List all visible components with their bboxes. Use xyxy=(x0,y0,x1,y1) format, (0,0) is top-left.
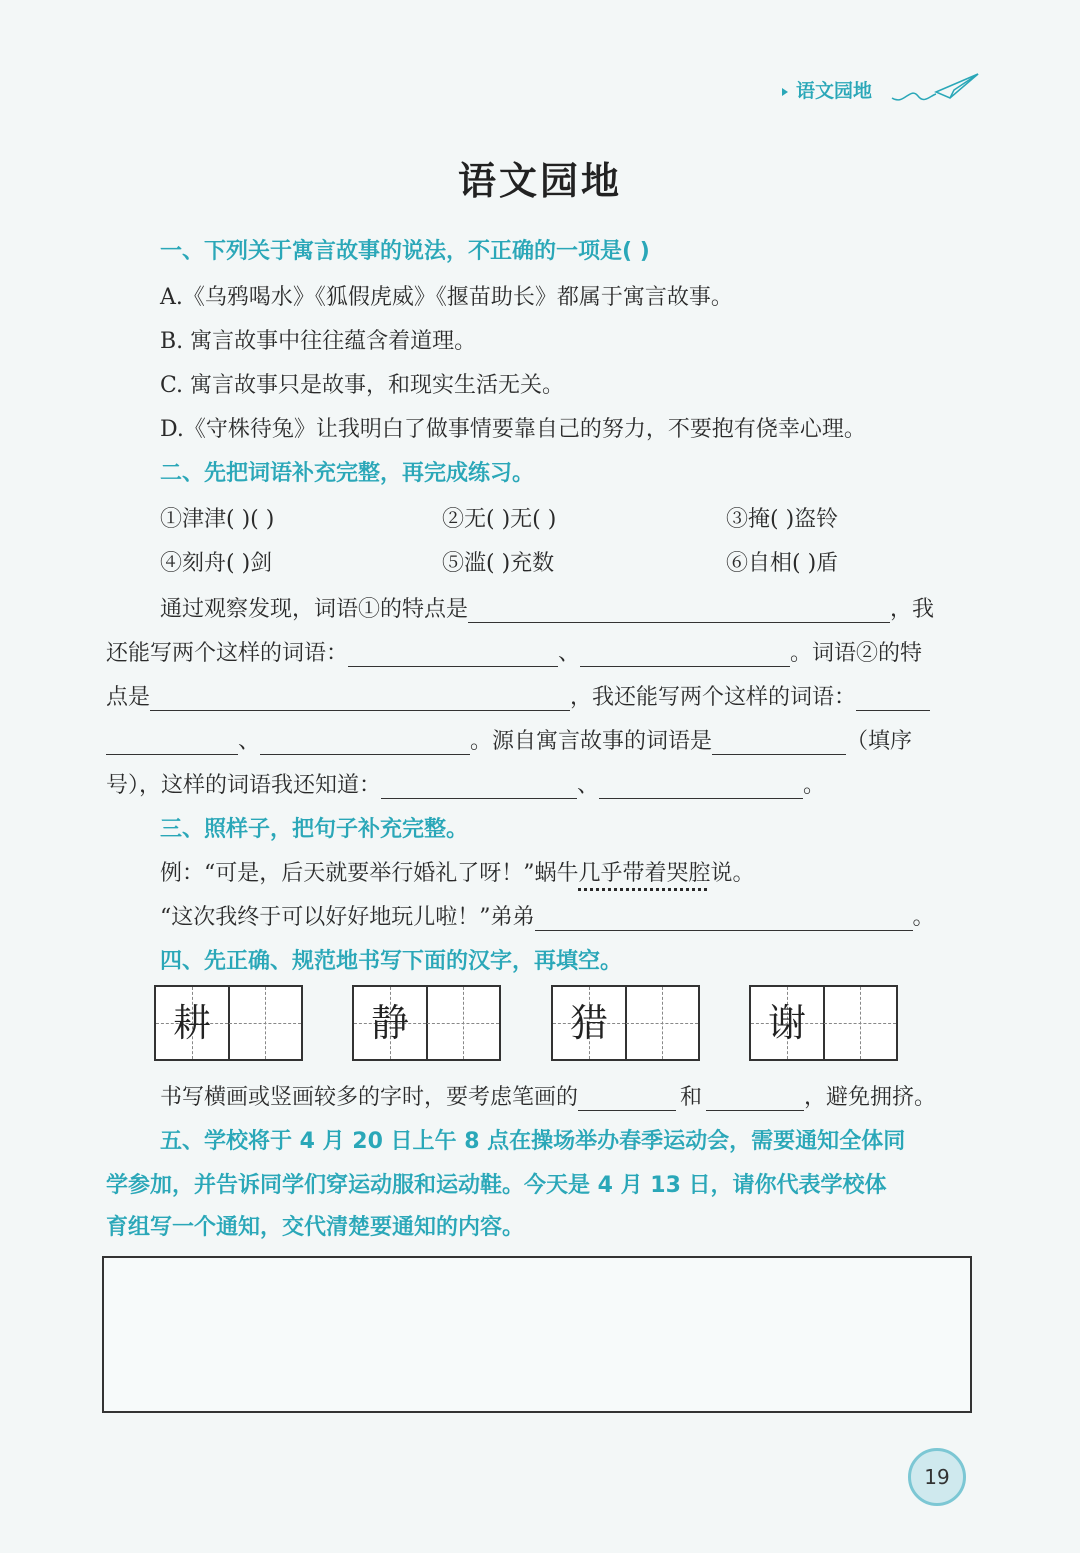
q2-text-1: 通过观察发现，词语①的特点是 xyxy=(160,597,469,622)
header-tag-label: 语文园地 xyxy=(796,80,873,102)
q2-text-8: 、 xyxy=(238,729,261,754)
q2-blank-word-1a[interactable] xyxy=(348,644,558,667)
q3-prompt: 三、照样子，把句子补充完整。 xyxy=(160,817,469,842)
q2-line-2 xyxy=(106,636,922,667)
q3-example-dotted: 几乎带着哭腔 xyxy=(578,861,711,886)
q5-line-2: 学参加，并告诉同学们穿运动服和运动鞋。今天是 4 月 13 日，请你代表学校体 xyxy=(106,1173,887,1198)
header-tag xyxy=(782,76,872,103)
q2-text-10: （填序 xyxy=(846,729,913,754)
q1-option-a: A.《乌鸦喝水》《狐假虎威》《揠苗助长》都属于寓言故事。 xyxy=(160,285,733,310)
grid-cell-write[interactable] xyxy=(824,987,896,1059)
q2-line-5 xyxy=(106,768,825,799)
grid-char: 耕 xyxy=(172,1001,211,1045)
q2-text-5: 。词语②的特 xyxy=(790,641,923,666)
grid-cell-sample xyxy=(156,987,230,1059)
q2-blank-word-2a-start[interactable] xyxy=(856,688,930,711)
q2-word-2: ②无( )无( ) xyxy=(442,507,557,532)
q2-word-6: ⑥自相( )盾 xyxy=(726,551,839,576)
q2-text-6: 点是 xyxy=(106,685,151,710)
q4-blank-b[interactable] xyxy=(706,1088,804,1111)
q2-line-3 xyxy=(106,680,930,711)
grid-cell-sample xyxy=(354,987,428,1059)
q4-text-3: ，避免拥挤。 xyxy=(804,1085,937,1110)
q1-prompt: 一、下列关于寓言故事的说法，不正确的一项是( ) xyxy=(160,239,650,264)
q4-prompt: 四、先正确、规范地书写下面的汉字，再填空。 xyxy=(160,949,623,974)
q3-blank-answer[interactable] xyxy=(535,908,913,931)
q2-word-4: ④刻舟( )剑 xyxy=(160,551,273,576)
page-title: 语文园地 xyxy=(457,158,622,203)
q2-blank-fable-word-a[interactable] xyxy=(381,776,577,799)
q2-line-4 xyxy=(106,724,912,755)
q2-blank-feature-2[interactable] xyxy=(150,688,570,711)
q3-example-a: 例：“可是，后天就要举行婚礼了呀！”蜗牛 xyxy=(160,861,579,886)
q1-option-c: C. 寓言故事只是故事，和现实生活无关。 xyxy=(160,373,565,398)
q2-blank-word-2a[interactable] xyxy=(106,732,238,755)
q2-text-7: ，我还能写两个这样的词语： xyxy=(570,685,857,710)
paper-plane-icon xyxy=(890,70,982,106)
q2-text-3: 还能写两个这样的词语： xyxy=(106,641,349,666)
writing-grid-3 xyxy=(551,985,700,1061)
page-number: 19 xyxy=(908,1448,966,1506)
q2-blank-word-1b[interactable] xyxy=(580,644,790,667)
q2-prompt: 二、先把词语补充完整，再完成练习。 xyxy=(160,461,535,486)
q2-text-11: 号），这样的词语我还知道： xyxy=(106,773,382,798)
q2-text-13: 。 xyxy=(803,773,826,798)
notice-answer-box[interactable] xyxy=(102,1256,972,1413)
q2-blank-fable-numbers[interactable] xyxy=(712,732,846,755)
q1-option-d: D.《守株待兔》让我明白了做事情要靠自己的努力，不要抱有侥幸心理。 xyxy=(160,417,866,442)
q4-text-2: 和 xyxy=(680,1085,703,1110)
q2-word-5: ⑤滥( )充数 xyxy=(442,551,555,576)
q4-fill-line xyxy=(160,1080,936,1111)
grid-char: 谢 xyxy=(767,1001,806,1045)
q1-option-b: B. 寓言故事中往往蕴含着道理。 xyxy=(160,329,477,354)
writing-grid-2 xyxy=(352,985,501,1061)
q2-text-2: ，我 xyxy=(890,597,935,622)
writing-grid-1 xyxy=(154,985,303,1061)
q2-line-1 xyxy=(160,592,934,623)
grid-char: 猎 xyxy=(569,1001,608,1045)
grid-cell-write[interactable] xyxy=(229,987,301,1059)
grid-cell-sample xyxy=(751,987,825,1059)
q5-line-1: 五、学校将于 4 月 20 日上午 8 点在操场举办春季运动会，需要通知全体同 xyxy=(160,1129,906,1154)
q3-line-a: “这次我终于可以好好地玩儿啦！”弟弟 xyxy=(160,905,535,930)
writing-grid-4 xyxy=(749,985,898,1061)
q2-blank-feature-1[interactable] xyxy=(468,600,890,623)
q3-line-end: 。 xyxy=(912,905,935,930)
q2-word-3: ③掩( )盗铃 xyxy=(726,507,839,532)
grid-cell-write[interactable] xyxy=(626,987,698,1059)
triangle-icon xyxy=(782,88,788,96)
q5-line-3: 育组写一个通知，交代清楚要通知的内容。 xyxy=(106,1215,525,1240)
q4-text-1: 书写横画或竖画较多的字时，要考虑笔画的 xyxy=(160,1085,579,1110)
q3-line xyxy=(160,900,935,931)
q4-blank-a[interactable] xyxy=(578,1088,676,1111)
q2-word-1: ①津津( )( ) xyxy=(160,507,275,532)
q2-text-4: 、 xyxy=(558,641,581,666)
grid-cell-sample xyxy=(553,987,627,1059)
q2-blank-fable-word-b[interactable] xyxy=(599,776,803,799)
q2-text-12: 、 xyxy=(577,773,600,798)
q2-blank-word-2b[interactable] xyxy=(260,732,470,755)
q2-text-9: 。源自寓言故事的词语是 xyxy=(470,729,713,754)
grid-cell-write[interactable] xyxy=(427,987,499,1059)
q3-example-b: 说。 xyxy=(710,861,755,886)
q3-example xyxy=(160,856,755,887)
grid-char: 静 xyxy=(370,1001,409,1045)
